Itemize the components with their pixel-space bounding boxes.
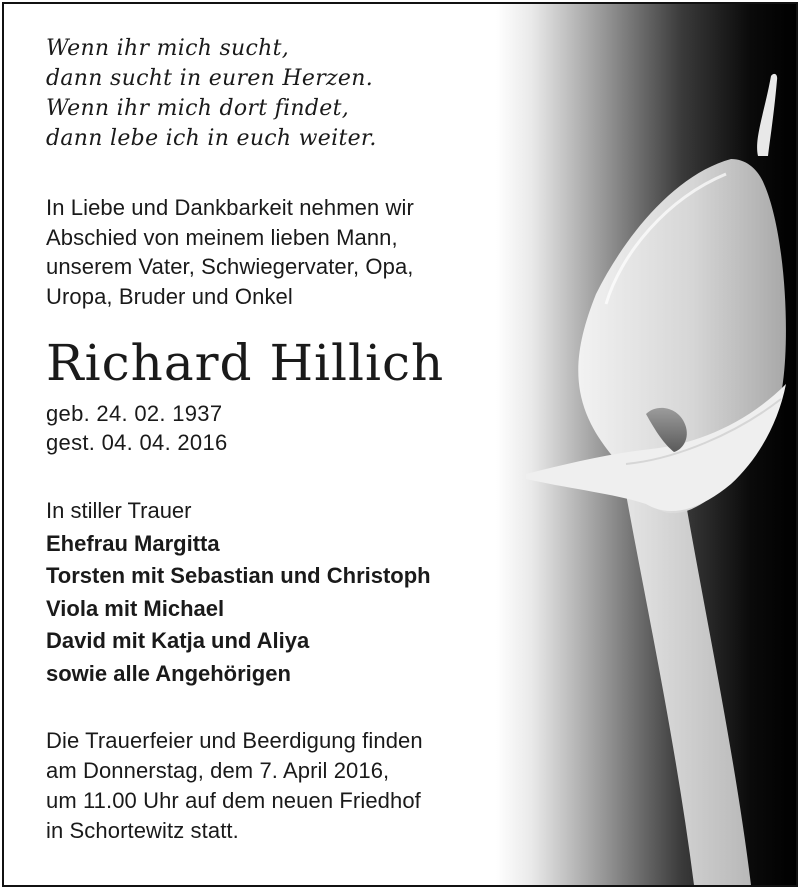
service-line: um 11.00 Uhr auf dem neuen Friedhof — [46, 788, 421, 813]
service-line: am Donnerstag, dem 7. April 2016, — [46, 758, 390, 783]
mourner-name: Torsten mit Sebastian und Christoph — [46, 563, 431, 588]
obituary-card — [2, 2, 798, 887]
intro-line: unserem Vater, Schwiegervater, Opa, — [46, 254, 414, 279]
calla-lily-image — [496, 4, 796, 885]
mourner-name: David mit Katja und Aliya — [46, 628, 310, 653]
mourning-lead: In stiller Trauer — [46, 498, 192, 523]
mourner-name: Viola mit Michael — [46, 595, 225, 621]
intro-line: In Liebe und Dankbarkeit nehmen wir — [46, 195, 414, 220]
memorial-poem — [46, 34, 526, 154]
funeral-service-info — [46, 726, 526, 846]
calla-lily-icon — [496, 4, 796, 885]
mourners-list — [46, 495, 526, 690]
poem-line: Wenn ihr mich dort findet, — [46, 96, 350, 121]
service-line: in Schortewitz statt. — [46, 818, 239, 843]
mourner-name: sowie alle Angehörigen — [46, 660, 291, 686]
poem-line: Wenn ihr mich sucht, — [46, 36, 290, 61]
mourner-name: Ehefrau Margitta — [46, 530, 220, 556]
poem-line: dann sucht in euren Herzen. — [46, 66, 373, 91]
intro-line: Uropa, Bruder und Onkel — [46, 283, 293, 309]
life-dates — [46, 399, 526, 457]
service-line: Die Trauerfeier und Beerdigung finden — [46, 728, 423, 753]
poem-line: dann lebe ich in euch weiter. — [46, 126, 377, 151]
birth-date: geb. 24. 02. 1937 — [46, 401, 223, 426]
intro-line: Abschied von meinem lieben Mann, — [46, 224, 398, 250]
farewell-intro — [46, 193, 526, 311]
obituary-text — [46, 34, 526, 846]
death-date: gest. 04. 04. 2016 — [46, 430, 228, 455]
deceased-name: Richard Hillich — [46, 334, 445, 392]
